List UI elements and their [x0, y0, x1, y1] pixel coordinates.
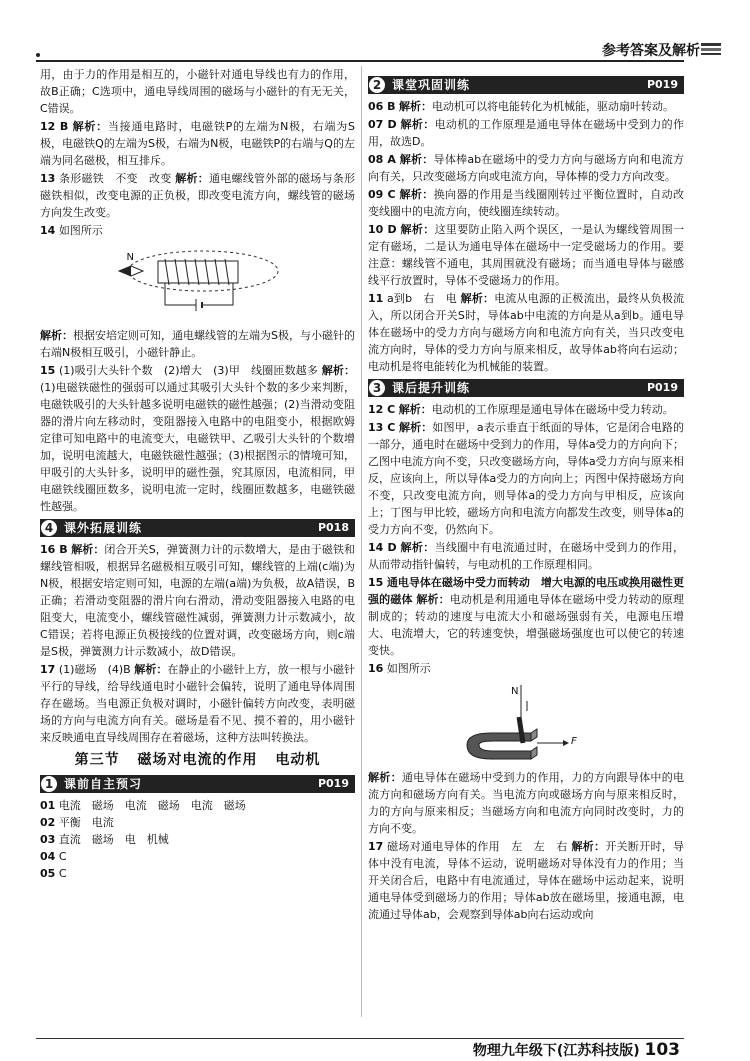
section-bar-extension [40, 519, 355, 537]
answer-06 [368, 98, 684, 115]
explanation-text: 电动机的工作原理是通电导体在磁场中受到力的作用，故选D。 [368, 118, 685, 148]
explanation-label: 解析： [400, 541, 435, 554]
answer-text: 平衡 电流 [58, 816, 114, 829]
header-rule [36, 60, 684, 62]
answer-text: 电流 磁场 电流 磁场 电流 磁场 [58, 799, 246, 812]
explanation-label: 解析： [321, 364, 356, 377]
answer-text: (1)吸引大头针个数 (2)增大 (3)甲 线圈匝数越多 [58, 364, 319, 377]
explanation-text: 这里要防止陷入两个误区，一是认为螺线管周围一定有磁场，二是认为通电导体在磁场中一定受磁场力的作用。要注意：螺线管不通电，其周围就没有磁场；而当通电导体与磁感线平行放置时，导体不受磁场力的作用。 [368, 223, 685, 287]
answer-15 [368, 574, 684, 659]
preview-answer-row [40, 848, 355, 865]
answer-number: 17 [40, 663, 56, 676]
explanation-text: 电动机的工作原理是通电导体在磁场中受力转动。 [431, 403, 674, 416]
solenoid-figure [113, 243, 283, 323]
answer-10 [368, 221, 684, 289]
explanation-label: 解析： [399, 153, 434, 166]
answer-text: a到b 右 电 [387, 292, 457, 305]
explanation-text: 当线圈中有电流通过时，在磁场中受到力的作用，从而带动指针偏转，与电动机的工作原理相同。 [368, 541, 685, 571]
answer-text: 磁场对通电导体的作用 左 左 右 [387, 840, 568, 853]
explanation-text: (1)电磁铁磁性的强弱可以通过其吸引大头针个数的多少来判断，电磁铁吸引的大头针越多说明电磁铁的磁性越强；(2)当滑动变阻器的滑片向左移动时，变阻器接入电路中的电阻变小，根据欧姆定律可知电路中的电流变大，电磁铁甲、乙吸引大头针的个数增加，说明电流越大，电磁铁磁性越强；(3)根据图示的情境可知，甲吸引的大头针多，说明甲的磁性强，究其原因，电流相同，甲电磁铁线圈匝数多，说明电流一定时，线圈匝数越多，电磁铁磁性越强。 [40, 381, 355, 513]
answer-text: 如图所示 [386, 662, 431, 675]
explanation-text: 通电螺线管外部的磁场与条形磁铁相似，改变电源的正负极，即改变电流方向，螺线管的磁场方向发生改变。 [40, 172, 356, 219]
explanation-label: 解析： [399, 100, 433, 113]
explanation-text: 电流从电源的正极流出，最终从负极流入，所以闭合开关S时，导体ab中电流的方向是从a到b。通电导体在磁场中的受力方向与磁场方向和电流方向有关，当只改变电流方向时，导体的受力方向与原来相反，故导体ab将向右运动；电动机是将电能转化为机械能的装置。 [368, 292, 685, 373]
section-heading [40, 752, 355, 769]
answer-number: 13 C [368, 421, 396, 434]
answer-number: 14 [40, 224, 56, 237]
answer-09 [368, 186, 684, 220]
preview-answer-row [40, 865, 355, 882]
answer-07 [368, 116, 684, 150]
book-title: 物理九年级下(江苏科技版) [472, 1043, 640, 1059]
explanation-label: 解析： [400, 223, 435, 236]
section-page-code: P019 [317, 777, 349, 790]
page-footer [0, 1038, 750, 1061]
explanation-label: 解析： [40, 329, 74, 342]
answer-number: 04 [40, 850, 56, 863]
answer-12 [368, 401, 684, 418]
explanation-text: 导体棒ab在磁场中的受力方向与磁场方向和电流方向有关，只改变磁场方向或电流方向，导体棒的受力方向改变。 [368, 153, 685, 183]
explanation-label: 解析： [368, 771, 402, 784]
header-dot [36, 53, 40, 57]
section-page-code: P019 [646, 78, 678, 91]
answer-number: 09 C [368, 188, 396, 201]
answer-number: 10 D [368, 223, 397, 236]
section-bar-after-class [368, 379, 684, 397]
right-column [368, 66, 684, 1021]
book-stack-icon [700, 42, 722, 56]
answer-13 [40, 170, 355, 221]
answer-number: 12 B [40, 120, 69, 133]
answer-number: 11 [368, 292, 384, 305]
explanation-label: 解析： [416, 593, 450, 606]
explanation-text: 换向器的作用是当线圈刚转过平衡位置时，自动改变线圈中的电流方向，使线圈连续转动。 [368, 188, 685, 218]
explanation-text: 当接通电路时，电磁铁P的左端为N极，右端为S极，电磁铁Q的左端为S极，右端为N极，电磁铁P的右端与Q的左端为同名磁极，相互排斥。 [40, 120, 356, 167]
explanation-text: 闭合开关S，弹簧测力计的示数增大，是由于磁铁和螺线管相吸，根据异名磁极相互吸引可知，螺线管的上端(c端)为N极，根据安培定则可知，电源的左端(a端)为负极，故A错误，B正确；若滑动变阻器的滑片向右滑动，滑动变阻器接入电路的电阻变大，电流变小，螺线管磁性减弱，弹簧测力计示数减小，故C错误；若将电源正负极接线的位置对调，改变磁场方向，则c端是S极，弹簧测力计示数减小，故D错误。 [40, 543, 356, 658]
explanation-text: 开关断开时，导体中没有电流，导体不运动，说明磁场对导体没有力的作用；当开关闭合后，电路中有电流通过，导体在磁场中运动起来，说明通电导体受到磁场力的作用；导体ab放在磁场里，接通电源，电流通过导体ab，会观察到导体ab向右运动或向 [368, 840, 685, 921]
section-number-badge: 2 [368, 76, 386, 94]
section-heading-subtitle: 电动机 [275, 752, 321, 768]
section-number-badge: 1 [40, 775, 58, 793]
north-pole-label: N [511, 686, 519, 697]
section-number-badge: 4 [40, 519, 58, 537]
answer-14 [368, 539, 684, 573]
force-label: F [571, 736, 577, 747]
answer-number: 13 [40, 172, 56, 185]
explanation-text: 在静止的小磁针上方，放一根与小磁针平行的导线，给导线通电时小磁针会偏转，说明了通电导体周围存在磁场。当电源正负极对调时，小磁针偏转方向改变，表明磁场的方向与电流方向有关。磁场是看不见、摸不着的，用小磁针来反映通电直导线周围存在着磁场，这种方法叫转换法。 [40, 663, 356, 744]
explanation-label: 解析： [460, 292, 495, 305]
answer-12 [40, 118, 355, 169]
footer-text [473, 1040, 680, 1060]
magnet-conductor-diagram [461, 681, 591, 765]
answer-number: 07 D [368, 118, 397, 131]
explanation-text: 电动机可以将电能转化为机械能，驱动扇叶转动。 [432, 100, 675, 113]
answer-14 [40, 222, 355, 239]
answer-17 [40, 661, 355, 746]
section-bar-classroom [368, 76, 684, 94]
section-bar-preview [40, 775, 355, 793]
column-divider [361, 66, 362, 1017]
left-column [40, 66, 355, 1021]
answer-number: 02 [40, 816, 56, 829]
answer-14-explanation [40, 327, 355, 361]
page-header [0, 0, 750, 66]
explanation-label: 解析： [571, 840, 606, 853]
solenoid-diagram [113, 243, 283, 323]
preview-answer-row [40, 797, 355, 814]
answer-number: 14 D [368, 541, 397, 554]
explanation-label: 解析： [400, 118, 435, 131]
answer-number: 06 B [368, 100, 396, 113]
explanation-text: 如图甲，a表示垂直于纸面的导体，它是闭合电路的一部分，通电时在磁场中受到力的作用，导体a受力的方向向下；乙图中电流方向不变，只改变磁场方向，导体a受力方向与原来相反，应该向上，所以导体a受力的方向向上；丙图中保持磁场方向不变，只改变电流方向，则导体a的受力方向与甲相反，应该向上；丁图与甲比较，磁场方向和电流方向都发生改变，则导体a的受力方向不变，仍然向下。 [368, 421, 685, 536]
section-page-code: P018 [317, 521, 349, 534]
section-label: 课后提升训练 [392, 380, 471, 395]
section-page-code: P019 [646, 381, 678, 394]
answer-number: 16 [368, 662, 384, 675]
magnet-conductor-figure [461, 681, 591, 765]
explanation-text: 根据安培定则可知，通电螺线管的左端为S极，与小磁针的右端N极相互吸引，小磁针静止。 [40, 329, 356, 359]
explanation-text: 电动机是利用通电导体在磁场中受力转动的原理制成的；转动的速度与电流大小和磁场强弱有关，电源电压增大、电流增大，它的转速变快，增强磁场强度也可以使它的转速变快。 [368, 593, 685, 657]
section-label: 课外拓展训练 [64, 520, 143, 535]
header-title: 参考答案及解析 [602, 43, 700, 59]
answer-number: 12 C [368, 403, 396, 416]
answer-11 [368, 290, 684, 375]
answer-text: (1)磁场 (4)B [58, 663, 131, 676]
answer-08 [368, 151, 684, 185]
answer-number: 16 B [40, 543, 68, 556]
preview-answer-row [40, 831, 355, 848]
answer-text: C [58, 867, 67, 880]
explanation-text: 通电导体在磁场中受到力的作用，力的方向跟导体中的电流方向和磁场方向有关。当电流方向或磁场方向与原来相反时，力的方向与原来相反；当磁场方向和电流方向同时改变时，力的方向不变。 [368, 771, 684, 835]
answer-number: 15 [368, 576, 384, 589]
section-heading-number: 第三节 [74, 752, 120, 768]
answer-16 [40, 541, 355, 660]
explanation-label: 解析： [72, 120, 108, 133]
explanation-label: 解析： [175, 172, 210, 185]
section-label: 课堂巩固训练 [392, 77, 471, 92]
answer-continuation: 用，由于力的作用是相互的，小磁针对通电导线也有力的作用，故B正确；C选项中，通电导线周围的磁场与小磁针的有无无关，C错误。 [40, 68, 355, 115]
explanation-label: 解析： [398, 403, 432, 416]
answer-16 [368, 660, 684, 677]
preview-answers [40, 797, 355, 882]
answer-13 [368, 419, 684, 538]
answer-text: C [58, 850, 67, 863]
answer-15 [40, 362, 355, 515]
answer-number: 05 [40, 867, 56, 880]
needle-north-label: N [126, 252, 134, 263]
explanation-label: 解析： [399, 188, 434, 201]
page-number: 103 [644, 1040, 680, 1060]
answer-number: 01 [40, 799, 56, 812]
section-label: 课前自主预习 [64, 776, 143, 791]
answer-text: 如图所示 [58, 224, 103, 237]
answer-text: 通电导体在磁场中受力而转动 增大电源的电压或换用磁性更强的磁体 [368, 576, 685, 606]
answer-17 [368, 838, 684, 923]
answer-text: 条形磁铁 不变 改变 [59, 172, 172, 185]
answer-number: 03 [40, 833, 56, 846]
section-number-badge: 3 [368, 379, 386, 397]
explanation-label: 解析： [134, 663, 168, 676]
answer-text: 直流 磁场 电 机械 [58, 833, 169, 846]
answer-16-explanation [368, 769, 684, 837]
explanation-label: 解析： [398, 421, 433, 434]
section-heading-title: 磁场对电流的作用 [137, 752, 258, 768]
explanation-label: 解析： [71, 543, 105, 556]
answer-number: 15 [40, 364, 56, 377]
preview-answer-row [40, 814, 355, 831]
answer-number: 17 [368, 840, 384, 853]
footer-rule [36, 1038, 684, 1039]
answer-number: 08 A [368, 153, 396, 166]
